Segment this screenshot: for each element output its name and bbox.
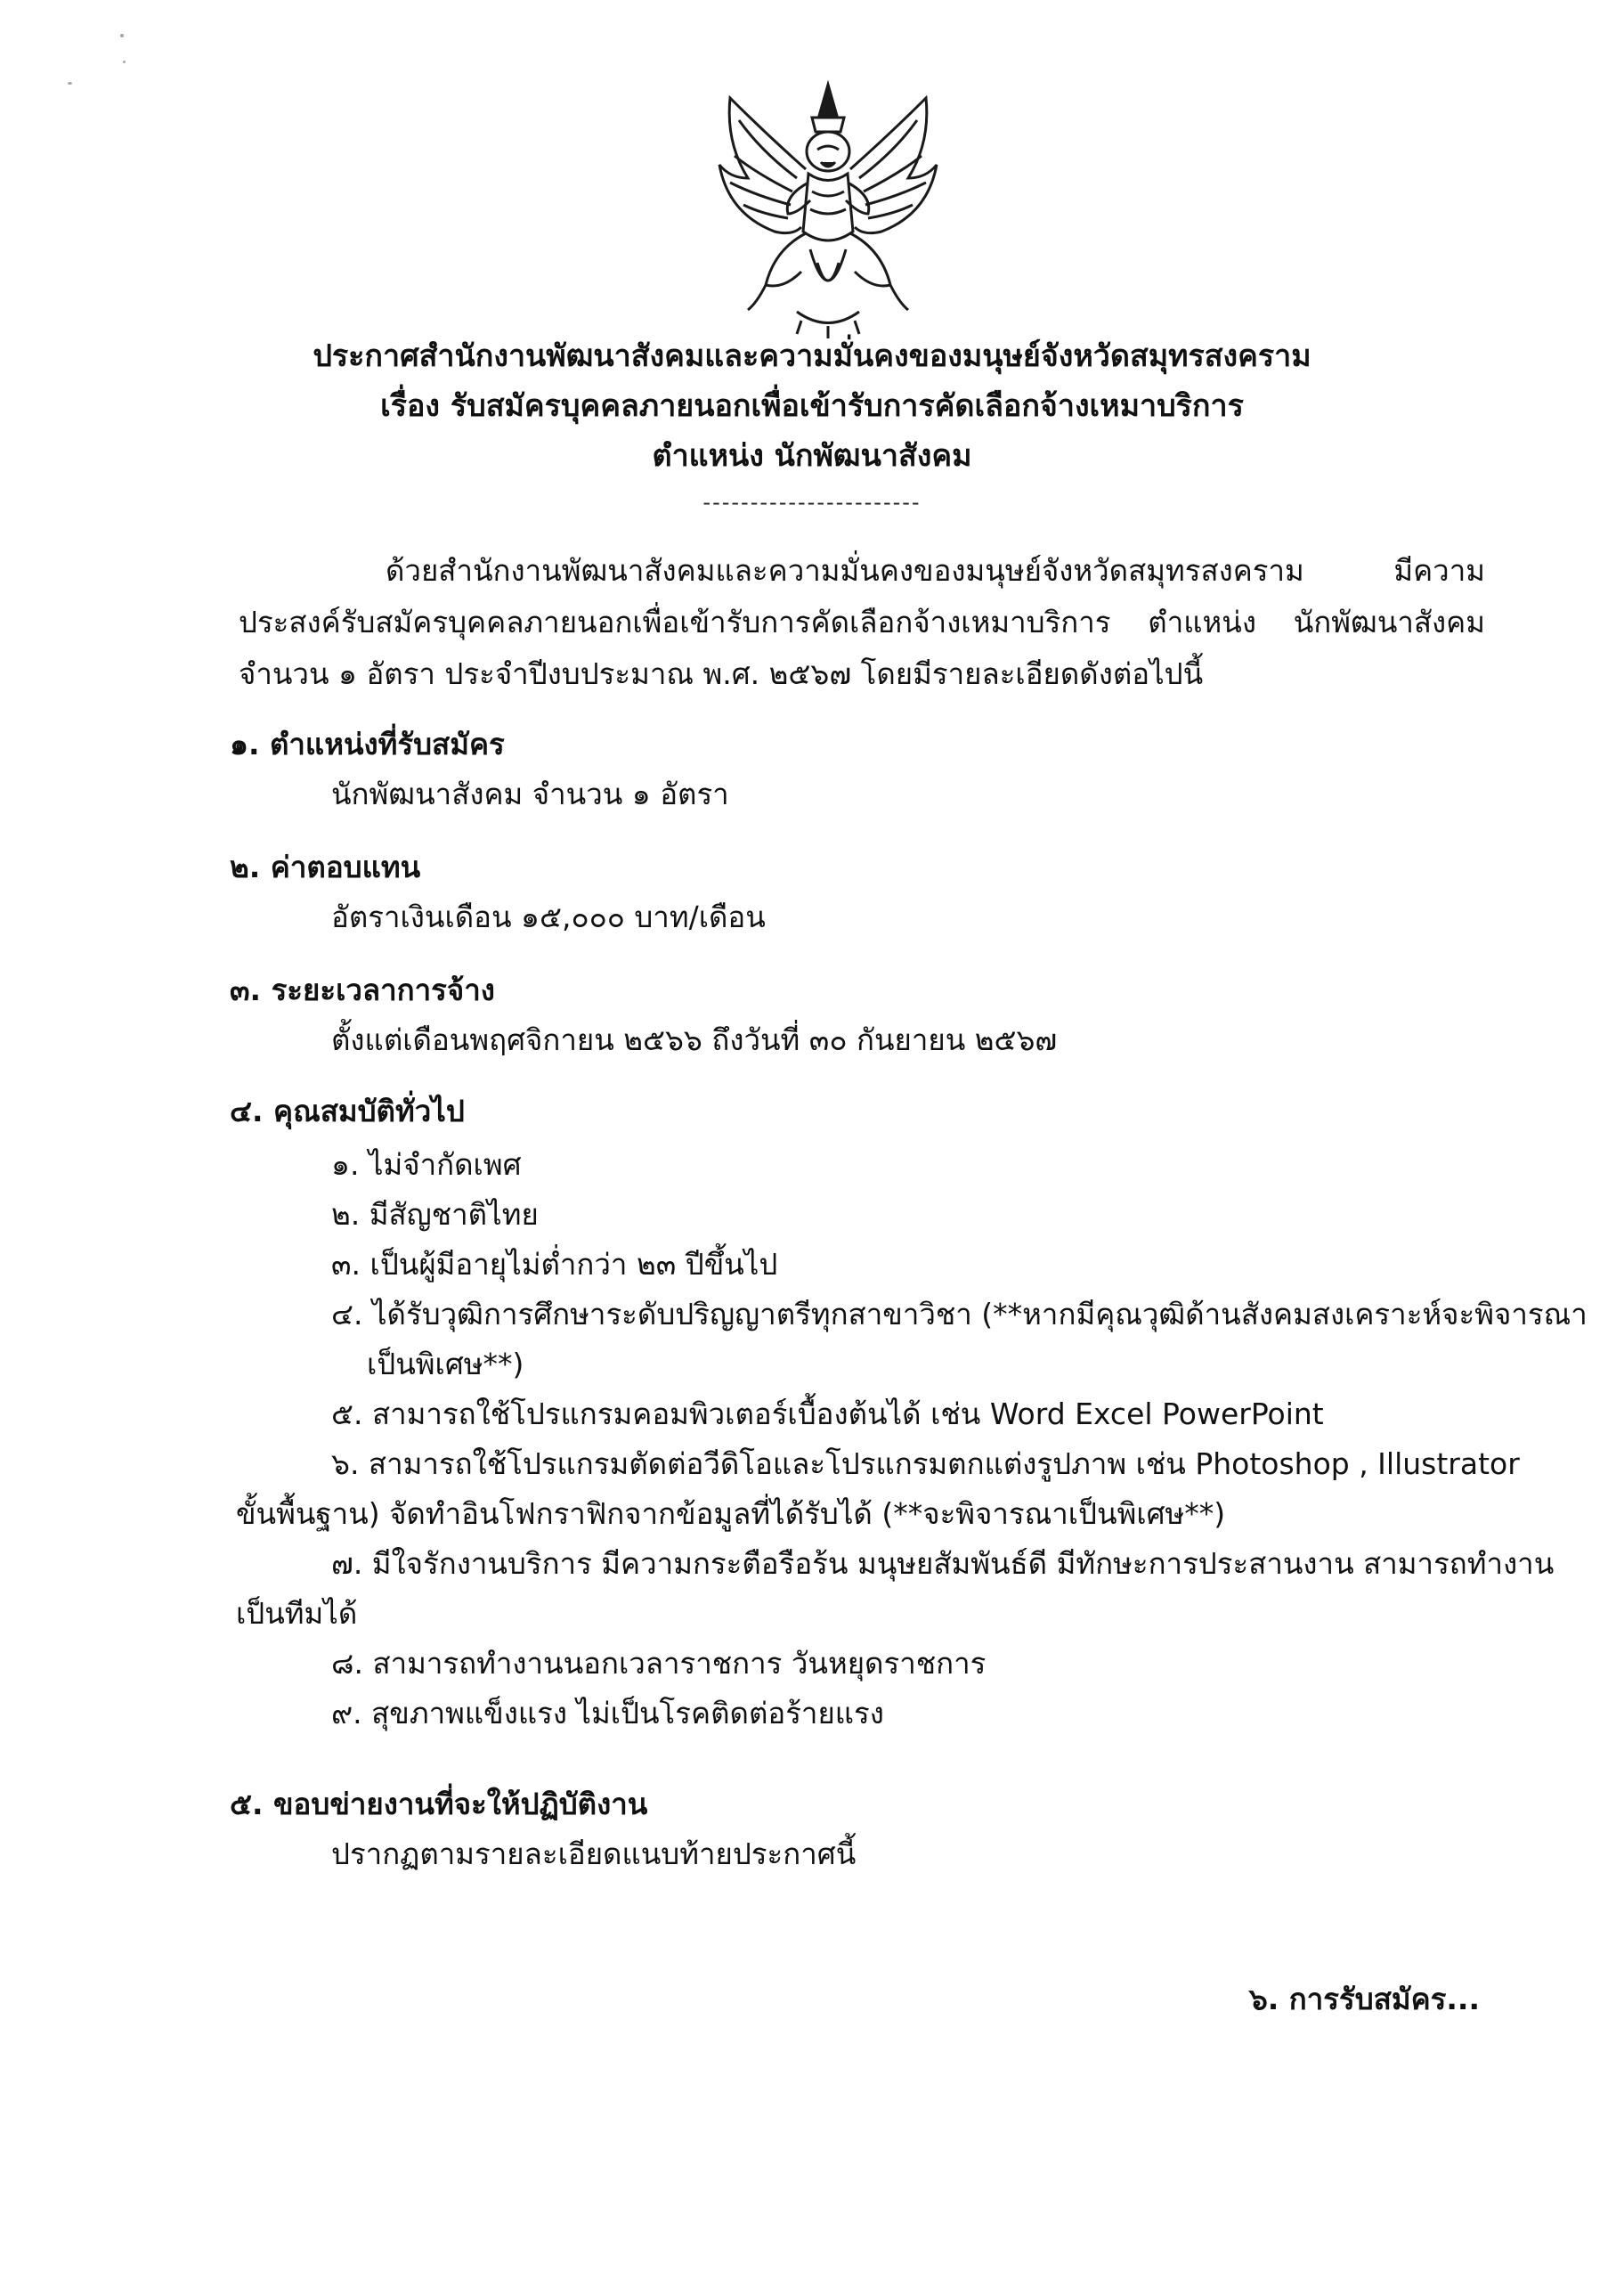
qualification-item: ๔. ได้รับวุฒิการศึกษาระดับปริญญาตรีทุกสาขาวิชา (**หากมีคุณวุฒิด้านสังคมสงเคราะห์จะพิจารณา xyxy=(331,1297,1587,1331)
scan-speck xyxy=(68,82,72,85)
qualification-item: ๖. สามารถใช้โปรแกรมตัดต่อวีดิโอและโปรแกรมตกแต่งรูปภาพ เช่น Photoshop , Illustrator xyxy=(331,1446,1520,1481)
scan-speck xyxy=(123,61,126,63)
section-heading-compensation: ๒. ค่าตอบแทน xyxy=(230,850,421,884)
intro-text: ด้วยสำนักงานพัฒนาสังคมและความมั่นคงของมนุษย์จังหวัดสมุทรสงคราม มีความประสงค์รับสมัครบุคคลภายนอกเพื่อเข้ารับการคัดเลือกจ้างเหมาบริการ ตำแหน่ง นักพัฒนาสังคม จำนวน ๑ อัตรา ประจำปีงบประมาณ พ.ศ. ๒๕๖๗ โดยมีรายละเอียดดังต่อไปนี้ xyxy=(239,553,1485,691)
qualification-item: ๗. มีใจรักงานบริการ มีความกระตือรือร้น มนุษยสัมพันธ์ดี มีทักษะการประสานงาน สามารถทำงาน xyxy=(331,1546,1555,1581)
garuda-emblem-icon xyxy=(712,80,944,338)
section-body-scope: ปรากฏตามรายละเอียดแนบท้ายประกาศนี้ xyxy=(331,1836,857,1871)
qualification-item-continuation: ขั้นพื้นฐาน) จัดทำอินโฟกราฟิกจากข้อมูลที่ได้รับได้ (**จะพิจารณาเป็นพิเศษ**) xyxy=(236,1496,1226,1531)
qualification-item-continuation: เป็นพิเศษ**) xyxy=(367,1347,524,1381)
next-page-marker: ๖. การรับสมัคร... xyxy=(1248,1982,1480,2016)
title-line-subject: เรื่อง รับสมัครบุคคลภายนอกเพื่อเข้ารับการคัดเลือกจ้างเหมาบริการ xyxy=(380,388,1244,424)
qualification-item: ๙. สุขภาพแข็งแรง ไม่เป็นโรคติดต่อร้ายแรง xyxy=(331,1696,884,1730)
qualification-item: ๓. เป็นผู้มีอายุไม่ต่ำกว่า ๒๓ ปีขึ้นไป xyxy=(331,1247,778,1282)
qualification-item-continuation: เป็นทีมได้ xyxy=(236,1596,358,1631)
announcement-title xyxy=(0,331,1624,522)
section-heading-scope: ๕. ขอบข่ายงานที่จะให้ปฏิบัติงาน xyxy=(230,1787,648,1821)
qualification-item: ๒. มีสัญชาติไทย xyxy=(331,1197,539,1232)
title-separator: ----------------------- xyxy=(702,490,922,515)
title-line-position: ตำแหน่ง นักพัฒนาสังคม xyxy=(652,438,972,474)
section-body-period: ตั้งแต่เดือนพฤศจิกายน ๒๕๖๖ ถึงวันที่ ๓๐ กันยายน ๒๕๖๗ xyxy=(331,1022,1058,1057)
qualification-item: ๘. สามารถทำงานนอกเวลาราชการ วันหยุดราชการ xyxy=(331,1646,987,1681)
title-line-agency: ประกาศสำนักงานพัฒนาสังคมและความมั่นคงของมนุษย์จังหวัดสมุทรสงคราม xyxy=(313,338,1311,374)
scan-speck xyxy=(120,34,124,37)
qualification-item: ๑. ไม่จำกัดเพศ xyxy=(331,1147,522,1182)
section-heading-qualifications: ๔. คุณสมบัติทั่วไป xyxy=(230,1094,465,1128)
section-heading-period: ๓. ระยะเวลาการจ้าง xyxy=(230,973,495,1007)
section-body-position: นักพัฒนาสังคม จำนวน ๑ อัตรา xyxy=(331,777,729,811)
qualification-item: ๕. สามารถใช้โปรแกรมคอมพิวเตอร์เบื้องต้นได้ เช่น Word Excel PowerPoint xyxy=(331,1396,1324,1431)
intro-paragraph xyxy=(239,545,1485,700)
section-heading-position: ๑. ตำแหน่งที่รับสมัคร xyxy=(230,727,505,761)
section-body-compensation: อัตราเงินเดือน ๑๕,๐๐๐ บาท/เดือน xyxy=(331,900,766,934)
